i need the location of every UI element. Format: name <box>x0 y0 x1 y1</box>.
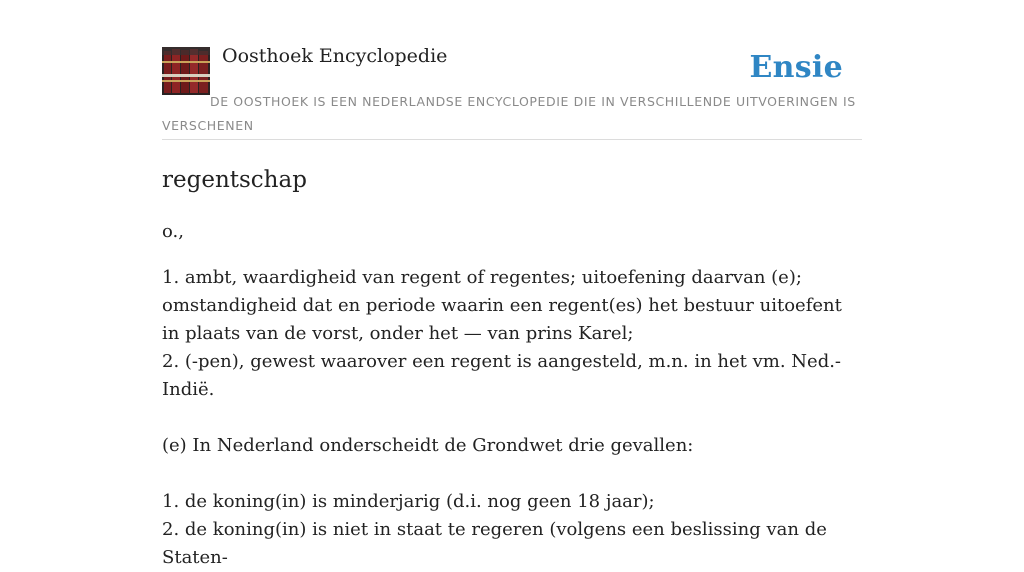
book-avatar[interactable] <box>162 47 210 95</box>
entry-line-blank <box>162 460 862 488</box>
entry-line: 2. de koning(in) is niet in staat te regeren (volgens een beslissing van de Staten- <box>162 519 827 568</box>
entry-gender: o., <box>162 221 184 242</box>
entry-line: (e) In Nederland onderscheidt de Grondwet drie gevallen: <box>162 435 694 456</box>
entry-body <box>162 264 862 572</box>
book-title[interactable]: Oosthoek Encyclopedie <box>222 45 448 67</box>
entry-line: 1. ambt, waardigheid van regent of regentes; uitoefening daarvan (e); omstandigheid dat en periode waarin een regent(es) het bestuur uitoefent in plaats van de vorst, onder het — van prins Karel; <box>162 267 842 344</box>
entry-title: regentschap <box>162 167 307 193</box>
book-spines-icon <box>162 47 210 95</box>
content-column <box>162 0 862 572</box>
book-description: DE OOSTHOEK IS EEN NEDERLANDSE ENCYCLOPEDIE DIE IN VERSCHILLENDE UITVOERINGEN IS VERSCHENEN <box>162 94 856 133</box>
ensie-logo-link[interactable]: Ensie <box>749 50 843 85</box>
entry-line: 2. (-pen), gewest waarover een regent is aangesteld, m.n. in het vm. Ned.-Indië. <box>162 351 842 400</box>
entry-line: 1. de koning(in) is minderjarig (d.i. nog geen 18 jaar); <box>162 491 655 512</box>
entry-line-blank <box>162 404 862 432</box>
book-header <box>162 0 862 140</box>
